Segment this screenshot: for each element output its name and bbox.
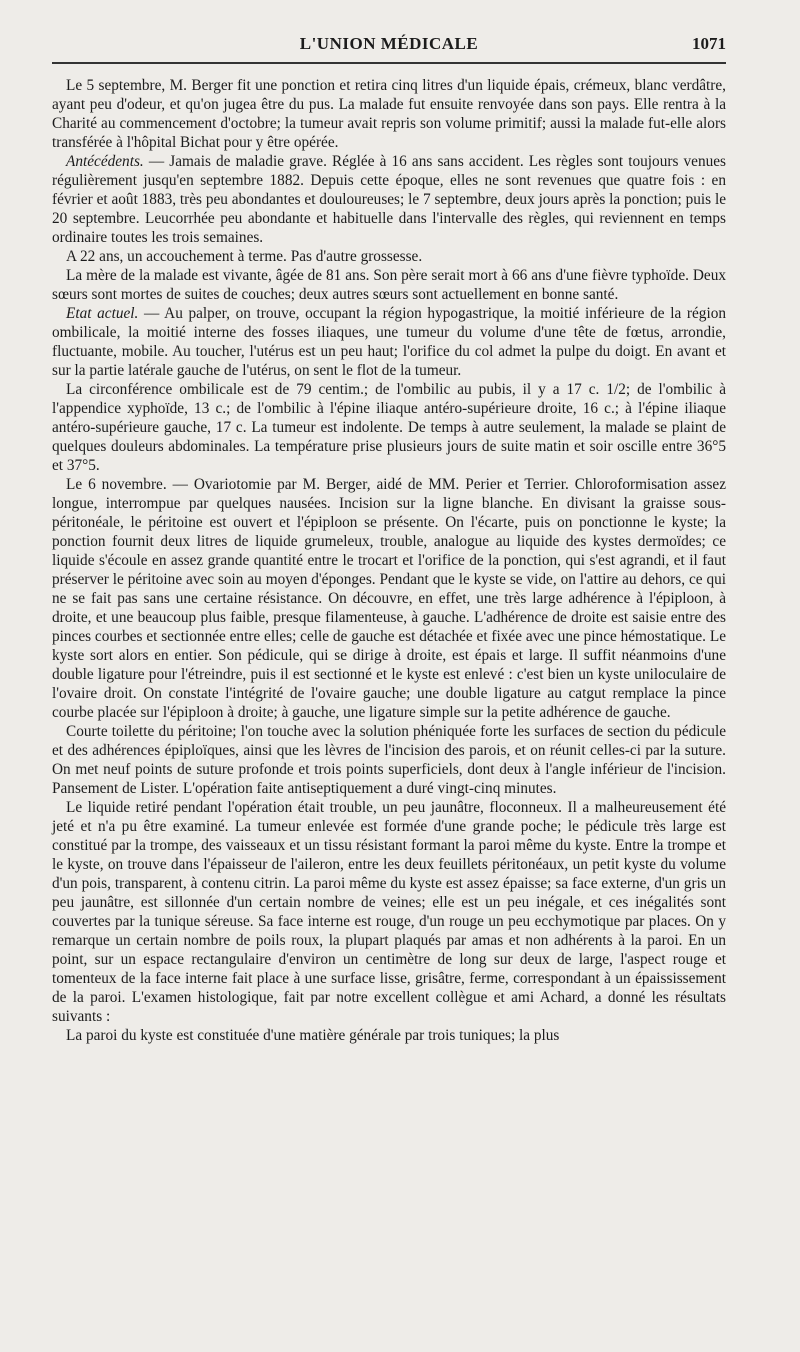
paragraph: Le 6 novembre. — Ovariotomie par M. Berger, aidé de MM. Perier et Terrier. Chloroformisation assez longue, interrompue par quelques nausées. Incision sur la ligne blanche. En divisant la graisse sous-péritonéale, le péritoine est ouvert et l'épiploon se présente. On l'écarte, puis on ponctionne le kyste; la ponction fournit deux litres de liquide grumeleux, trouble, analogue au liquide des kystes dermoïdes; ce liquide s'écoule en assez grande quantité entre le trocart et l'orifice de la ponction, qui s'est agrandi, et il faut préserver le péritoine avec soin au moyen d'éponges. Pendant que le kyste se vide, on l'attire au dehors, ce qui ne se fait pas sans une certaine résistance. On découvre, en effet, une très large adhérence à l'épiploon, à droite, et une beaucoup plus faible, presque filamenteuse, à gauche. L'adhérence de droite est saisie entre des pinces courbes et sectionnée entre elles; celle de gauche est détachée et fixée avec une pince hémostatique. Le kyste sort alors en entier. Son pédicule, qui se dirige à droite, est épais et large. Il suffit néanmoins d'une double ligature pour l'étreindre, puis il est sectionné et le kyste est enlevé : c'est bien un kyste uniloculaire de l'ovaire droit. On constate l'intégrité de l'ovaire gauche; une double ligature au catgut remplace la pince courbe placée sur l'épiploon à droite; à gauche, une ligature simple sur la petite adhérence de gauche. bbox=[52, 476, 726, 721]
page-header bbox=[52, 34, 726, 58]
paragraph: A 22 ans, un accouchement à terme. Pas d'autre grossesse. bbox=[66, 248, 423, 265]
paragraph-text: — Au palper, on trouve, occupant la région hypogastrique, la moitié inférieure de la région ombilicale, la moitié interne des fosses iliaques, une tumeur du volume d'une tête de fœtus, arrondie, fluctuante, mobile. Au toucher, l'utérus est un peu haut; l'orifice du col admet la pulpe du doigt. En avant et sur la partie latérale gauche de l'utérus, on sent le flot de la tumeur. bbox=[52, 305, 726, 379]
italic-lead: Etat actuel. bbox=[66, 305, 139, 322]
paragraph: Le liquide retiré pendant l'opération était trouble, un peu jaunâtre, floconneux. Il a malheureusement été jeté et n'a pu être examiné. La tumeur enlevée est formée d'une grande poche; le pédicule très large est constitué par la trompe, des vaisseaux et un tissu résistant formant la paroi même du kyste. Entre la trompe et le kyste, on trouve dans l'épaisseur de l'aileron, entre les deux feuillets péritonéaux, un petit kyste du volume d'un pois, transparent, à contenu citrin. La paroi même du kyste est assez épaisse; sa face externe, d'un gris un peu jaunâtre, est sillonnée d'un certain nombre de veines; elle est un peu inégale, et ces inégalités sont couvertes par la tunique séreuse. Sa face interne est rouge, d'un rouge un peu ecchymotique par places. On y remarque un certain nombre de poils roux, la plupart plaqués par amas et non adhérents à la paroi. En un point, sur un espace rectangulaire d'environ un centimètre de long sur deux de large, l'aspect rouge et tomenteux de la face interne fait place à une surface lisse, grisâtre, ferme, correspondant à un épaississement de la paroi. L'examen histologique, fait par notre excellent collègue et ami Achard, a donné les résultats suivants : bbox=[52, 799, 726, 1025]
running-title: L'UNION MÉDICALE bbox=[299, 34, 479, 53]
paragraph bbox=[52, 304, 726, 380]
article-body bbox=[52, 76, 726, 1045]
page-number: 1071 bbox=[692, 34, 726, 53]
paragraph bbox=[52, 152, 726, 247]
paragraph-text: — Jamais de maladie grave. Réglée à 16 ans sans accident. Les règles sont toujours venues régulièrement jusqu'en septembre 1882. Depuis cette époque, elles ne sont revenues que quatre fois : en février et août 1883, très peu abondantes et douloureuses; le 7 septembre, deux jours après la ponction; puis le 20 septembre. Leucorrhée peu abondante et habituelle dans l'intervalle des règles, qui reviennent en temps ordinaire toutes les trois semaines. bbox=[52, 153, 726, 246]
header-rule bbox=[52, 62, 726, 64]
paragraph: La circonférence ombilicale est de 79 centim.; de l'ombilic au pubis, il y a 17 c. 1/2; de l'ombilic à l'appendice xyphoïde, 13 c.; de l'ombilic à l'épine iliaque antéro-supérieure droite, 16 c.; à l'épine iliaque antéro-supérieure gauche, 17 c. La tumeur est indolente. De temps à autre seulement, la malade se plaint de quelques douleurs abdominales. La température prise plusieurs jours de suite matin et soir oscille entre 36°5 et 37°5. bbox=[52, 381, 726, 474]
paragraph: La mère de la malade est vivante, âgée de 81 ans. Son père serait mort à 66 ans d'une fièvre typhoïde. Deux sœurs sont mortes de suites de couches; deux autres sœurs sont actuellement en bonne santé. bbox=[52, 267, 726, 303]
paragraph: La paroi du kyste est constituée d'une matière générale par trois tuniques; la plus bbox=[66, 1027, 560, 1044]
italic-lead: Antécédents. bbox=[66, 153, 144, 170]
paragraph: Courte toilette du péritoine; l'on touche avec la solution phéniquée forte les surfaces de section du pédicule et des adhérences épiploïques, ainsi que les lèvres de l'incision des parois, et on réunit celles-ci par la suture. On met neuf points de suture profonde et trois points superficiels, dont deux à l'angle inférieur de l'incision. Pansement de Lister. L'opération faite antiseptiquement a duré vingt-cinq minutes. bbox=[52, 723, 726, 797]
paragraph: Le 5 septembre, M. Berger fit une ponction et retira cinq litres d'un liquide épais, crémeux, blanc verdâtre, ayant peu d'odeur, et qu'on jugea être du pus. La malade fut ensuite renvoyée dans son pays. Elle rentra à la Charité au commencement d'octobre; la tumeur avait repris son volume primitif; aussi la malade fut-elle alors transférée à l'hôpital Bichat pour y être opérée. bbox=[52, 77, 726, 151]
